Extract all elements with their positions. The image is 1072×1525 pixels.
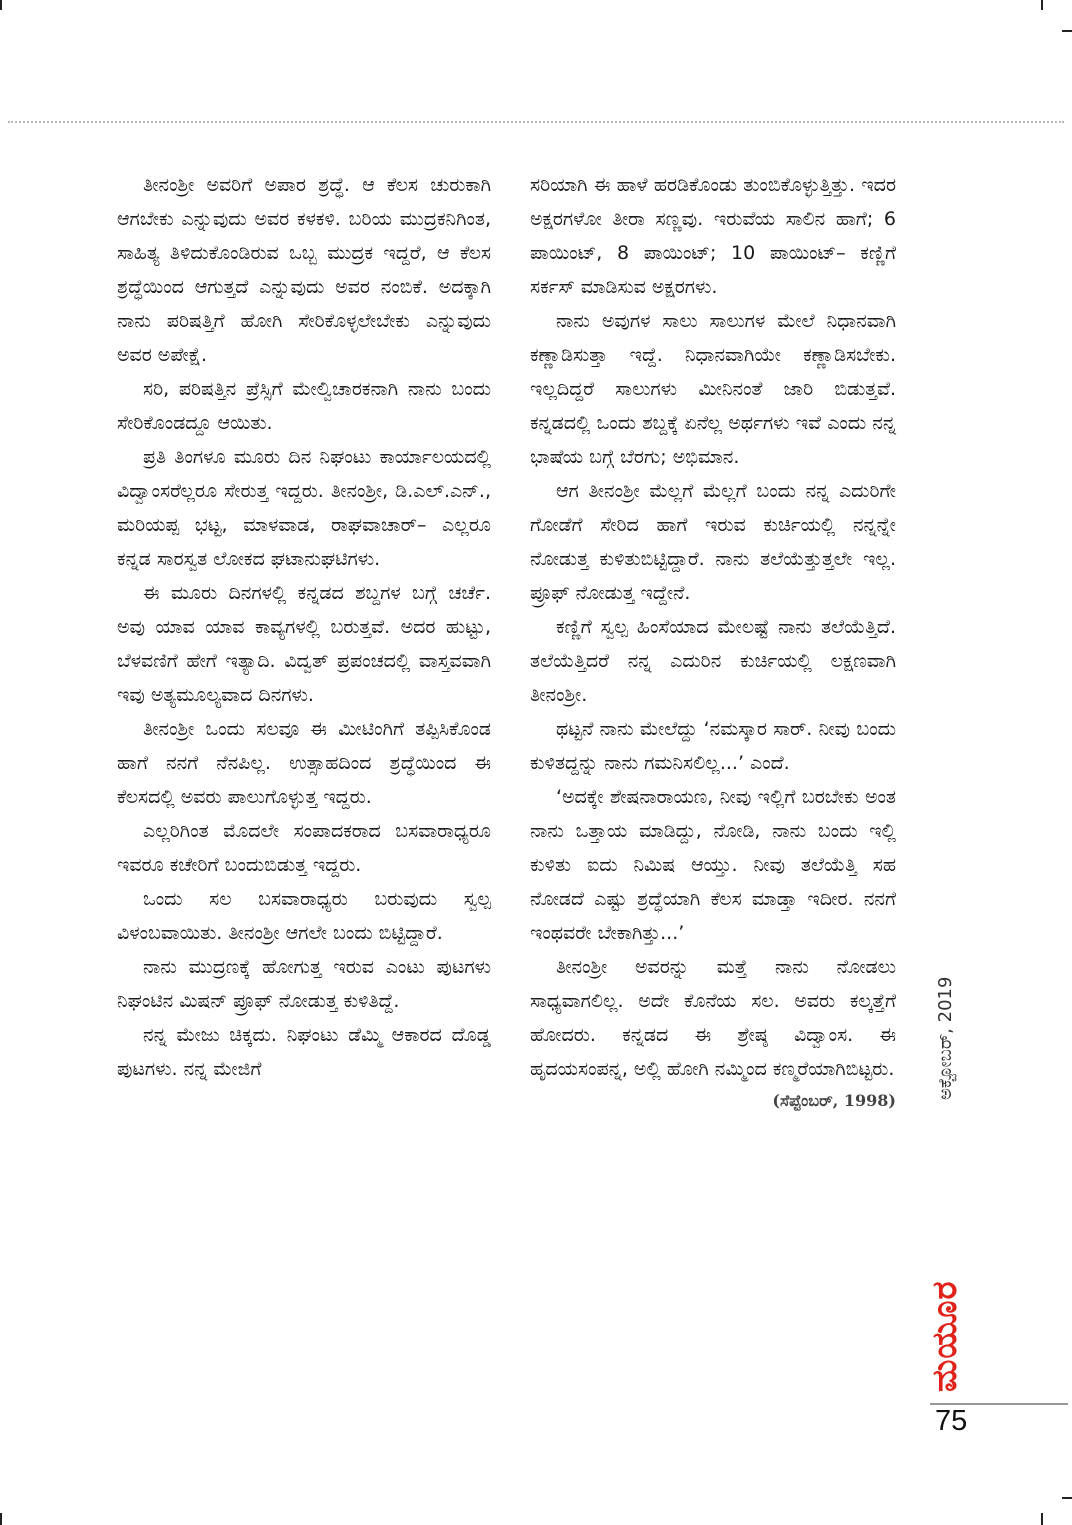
paragraph: ಪ್ರತಿ ತಿಂಗಳೂ ಮೂರು ದಿನ ನಿಘಂಟು ಕಾರ್ಯಾಲಯದಲ್ಲಿ ವಿದ್ವಾಂಸರೆಲ್ಲರೂ ಸೇರುತ್ತ ಇದ್ದರು. ತೀನಂಶ್ರೀ, ಡಿ.ಎಲ್.ಎನ್., ಮರಿಯಪ್ಪ ಭಟ್ಟ, ಮಾಳವಾಡ, ರಾಘವಾಚಾರ್– ಎಲ್ಲರೂ ಕನ್ನಡ ಸಾರಸ್ವತ ಲೋಕದ ಘಟಾನುಘಟಿಗಳು. xyxy=(117,446,491,570)
paragraph: ಸರಿ, ಪರಿಷತ್ತಿನ ಪ್ರೆಸ್ಸಿಗೆ ಮೇಲ್ವಿಚಾರಕನಾಗಿ ನಾನು ಬಂದು ಸೇರಿಕೊಂಡದ್ದೂ ಆಯಿತು. xyxy=(117,378,491,434)
paragraph: ‘ಅದಕ್ಕೇ ಶೇಷನಾರಾಯಣ, ನೀವು ಇಲ್ಲಿಗೆ ಬರಬೇಕು ಅಂತ ನಾನು ಒತ್ತಾಯ ಮಾಡಿದ್ದು, ನೋಡಿ, ನಾನು ಬಂದು ಇಲ್ಲಿ ಕುಳಿತು ಐದು ನಿಮಿಷ ಆಯ್ತು. ನೀವು ತಲೆಯೆತ್ತಿ ಸಹ ನೋಡದೆ ಎಷ್ಟು ಶ್ರದ್ಧೆಯಾಗಿ ಕೆಲಸ ಮಾಡ್ತಾ ಇದೀರ. ನನಗೆ ಇಂಥವರೇ ಬೇಕಾಗಿತ್ತು...’ xyxy=(530,786,896,944)
paragraph: ಈ ಮೂರು ದಿನಗಳಲ್ಲಿ ಕನ್ನಡದ ಶಬ್ದಗಳ ಬಗ್ಗೆ ಚರ್ಚೆ. ಅವು ಯಾವ ಯಾವ ಕಾವ್ಯಗಳಲ್ಲಿ ಬರುತ್ತವೆ. ಅದರ ಹುಟ್ಟು, ಬೆಳವಣಿಗೆ ಹೇಗೆ ಇತ್ಯಾದಿ. ವಿದ್ವತ್ ಪ್ರಪಂಚದಲ್ಲಿ ವಾಸ್ತವವಾಗಿ ಇವು ಅತ್ಯಮೂಲ್ಯವಾದ ದಿನಗಳು. xyxy=(117,582,491,706)
paragraph: ನಾನು ಮುದ್ರಣಕ್ಕೆ ಹೋಗುತ್ತ ಇರುವ ಎಂಟು ಪುಟಗಳು ನಿಘಂಟಿನ ಮಿಷನ್ ಪ್ರೂಫ್ ನೋಡುತ್ತ ಕುಳಿತಿದ್ದೆ. xyxy=(117,956,491,1012)
crop-mark-top-right xyxy=(1041,0,1043,10)
paragraph: ತೀನಂಶ್ರೀ ಒಂದು ಸಲವೂ ಈ ಮೀಟಿಂಗಿಗೆ ತಪ್ಪಿಸಿಕೊಂಡ ಹಾಗೆ ನನಗೆ ನೆನಪಿಲ್ಲ. ಉತ್ಸಾಹದಿಂದ ಶ್ರದ್ಧೆಯಿಂದ ಈ ಕೆಲಸದಲ್ಲಿ ಅವರು ಪಾಲುಗೊಳ್ಳುತ್ತ ಇದ್ದರು. xyxy=(117,718,491,808)
paragraph: ನನ್ನ ಮೇಜು ಚಿಕ್ಕದು. ನಿಘಂಟು ಡೆಮ್ಮಿ ಆಕಾರದ ದೊಡ್ಡ ಪುಟಗಳು. ನನ್ನ ಮೇಜಿಗೆ xyxy=(117,1024,491,1080)
crop-mark-bottom-left xyxy=(0,1513,2,1525)
magazine-logo: ಮಯೂರ xyxy=(925,1280,965,1392)
paragraph: ನಾನು ಅವುಗಳ ಸಾಲು ಸಾಲುಗಳ ಮೇಲೆ ನಿಧಾನವಾಗಿ ಕಣ್ಣಾಡಿಸುತ್ತಾ ಇದ್ದೆ. ನಿಧಾನವಾಗಿಯೇ ಕಣ್ಣಾಡಿಸಬೇಕು. ಇಲ್ಲದಿದ್ದರೆ ಸಾಲುಗಳು ಮೀನಿನಂತೆ ಜಾರಿ ಬಿಡುತ್ತವೆ. ಕನ್ನಡದಲ್ಲಿ ಒಂದು ಶಬ್ದಕ್ಕೆ ಏನೆಲ್ಲ ಅರ್ಥಗಳು ಇವೆ ಎಂದು ನನ್ನ ಭಾಷೆಯ ಬಗ್ಗೆ ಬೆರಗು; ಅಭಿಮಾನ. xyxy=(530,310,896,468)
article-left-column xyxy=(117,168,491,1086)
issue-date: ಅಕ್ಟೋಬರ್, 2019 xyxy=(935,976,956,1100)
paragraph: ಆಗ ತೀನಂಶ್ರೀ ಮೆಲ್ಲಗೆ ಮೆಲ್ಲಗೆ ಬಂದು ನನ್ನ ಎದುರಿಗೇ ಗೋಡೆಗೆ ಸೇರಿದ ಹಾಗೆ ಇರುವ ಕುರ್ಚಿಯಲ್ಲಿ ನನ್ನನ್ನೇ ನೋಡುತ್ತ ಕುಳಿತುಬಿಟ್ಟಿದ್ದಾರೆ. ನಾನು ತಲೆಯೆತ್ತುತ್ತಲೇ ಇಲ್ಲ. ಪ್ರೂಫ್ ನೋಡುತ್ತ ಇದ್ದೇನೆ. xyxy=(530,480,896,604)
paragraph: ಒಂದು ಸಲ ಬಸವಾರಾಧ್ಯರು ಬರುವುದು ಸ್ವಲ್ಪ ವಿಳಂಬವಾಯಿತು. ತೀನಂಶ್ರೀ ಆಗಲೇ ಬಂದು ಬಿಟ್ಟಿದ್ದಾರೆ. xyxy=(117,888,491,944)
paragraph: ಥಟ್ಟನೆ ನಾನು ಮೇಲೆದ್ದು ‘ನಮಸ್ಕಾರ ಸಾರ್. ನೀವು ಬಂದು ಕುಳಿತದ್ದನ್ನು ನಾನು ಗಮನಿಸಲಿಲ್ಲ...’ ಎಂದೆ. xyxy=(530,718,896,774)
paragraph: ಎಲ್ಲರಿಗಿಂತ ಮೊದಲೇ ಸಂಪಾದಕರಾದ ಬಸವಾರಾಧ್ಯರೂ ಇವರೂ ಕಚೇರಿಗೆ ಬಂದುಬಿಡುತ್ತ ಇದ್ದರು. xyxy=(117,820,491,876)
paragraph: ಕಣ್ಣಿಗೆ ಸ್ವಲ್ಪ ಹಿಂಸೆಯಾದ ಮೇಲಷ್ಟೆ ನಾನು ತಲೆಯೆತ್ತಿದೆ. ತಲೆಯೆತ್ತಿದರೆ ನನ್ನ ಎದುರಿನ ಕುರ್ಚಿಯಲ್ಲಿ ಲಕ್ಷಣವಾಗಿ ತೀನಂಶ್ರೀ. xyxy=(530,616,896,706)
crop-mark-top-left xyxy=(0,0,2,10)
crop-mark-right-bottom xyxy=(1062,1497,1072,1499)
paragraph: ತೀನಂಶ್ರೀ ಅವರಿಗೆ ಅಪಾರ ಶ್ರದ್ಧೆ. ಆ ಕೆಲಸ ಚುರುಕಾಗಿ ಆಗಬೇಕು ಎನ್ನುವುದು ಅವರ ಕಳಕಳಿ. ಬರಿಯ ಮುದ್ರಕನಿಗಿಂತ, ಸಾಹಿತ್ಯ ತಿಳಿದುಕೊಂಡಿರುವ ಒಬ್ಬ ಮುದ್ರಕ ಇದ್ದರೆ, ಆ ಕೆಲಸ ಶ್ರದ್ಧೆಯಿಂದ ಆಗುತ್ತದೆ ಎನ್ನುವುದು ಅವರ ನಂಬಿಕೆ. ಅದಕ್ಕಾಗಿ ನಾನು ಪರಿಷತ್ತಿಗೆ ಹೋಗಿ ಸೇರಿಕೊಳ್ಳಲೇಬೇಕು ಎನ್ನುವುದು ಅವರ ಅಪೇಕ್ಷೆ. xyxy=(117,174,491,366)
crop-mark-right-top xyxy=(1062,30,1072,32)
crop-mark-bottom-right xyxy=(1041,1513,1043,1525)
article-dateline: (ಸೆಪ್ಟೆಂಬರ್, 1998) xyxy=(772,1091,896,1110)
paragraph: ತೀನಂಶ್ರೀ ಅವರನ್ನು ಮತ್ತೆ ನಾನು ನೋಡಲು ಸಾಧ್ಯವಾಗಲಿಲ್ಲ. ಅದೇ ಕೊನೆಯ ಸಲ. ಅವರು ಕಲ್ಕತ್ತೆಗೆ ಹೋದರು. ಕನ್ನಡದ ಈ ಶ್ರೇಷ್ಠ ವಿದ್ವಾಂಸ. ಈ ಹೃದಯಸಂಪನ್ನ, ಅಲ್ಲಿ ಹೋಗಿ ನಮ್ಮಿಂದ ಕಣ್ಮರೆಯಾಗಿಬಿಟ್ಟರು. xyxy=(530,956,896,1080)
article-right-column xyxy=(530,168,896,1116)
paragraph: ಸರಿಯಾಗಿ ಈ ಹಾಳೆ ಹರಡಿಕೊಂಡು ತುಂಬಿಕೊಳ್ಳುತ್ತಿತ್ತು. ಇದರ ಅಕ್ಷರಗಳೋ ತೀರಾ ಸಣ್ಣವು. ಇರುವೆಯ ಸಾಲಿನ ಹಾಗೆ; 6 ಪಾಯಿಂಟ್, 8 ಪಾಯಿಂಟ್; 10 ಪಾಯಿಂಟ್– ಕಣ್ಣಿಗೆ ಸರ್ಕಸ್ ಮಾಡಿಸುವ ಅಕ್ಷರಗಳು. xyxy=(530,174,896,298)
header-dotted-rule xyxy=(8,121,1064,123)
page-number: 75 xyxy=(935,1405,968,1437)
